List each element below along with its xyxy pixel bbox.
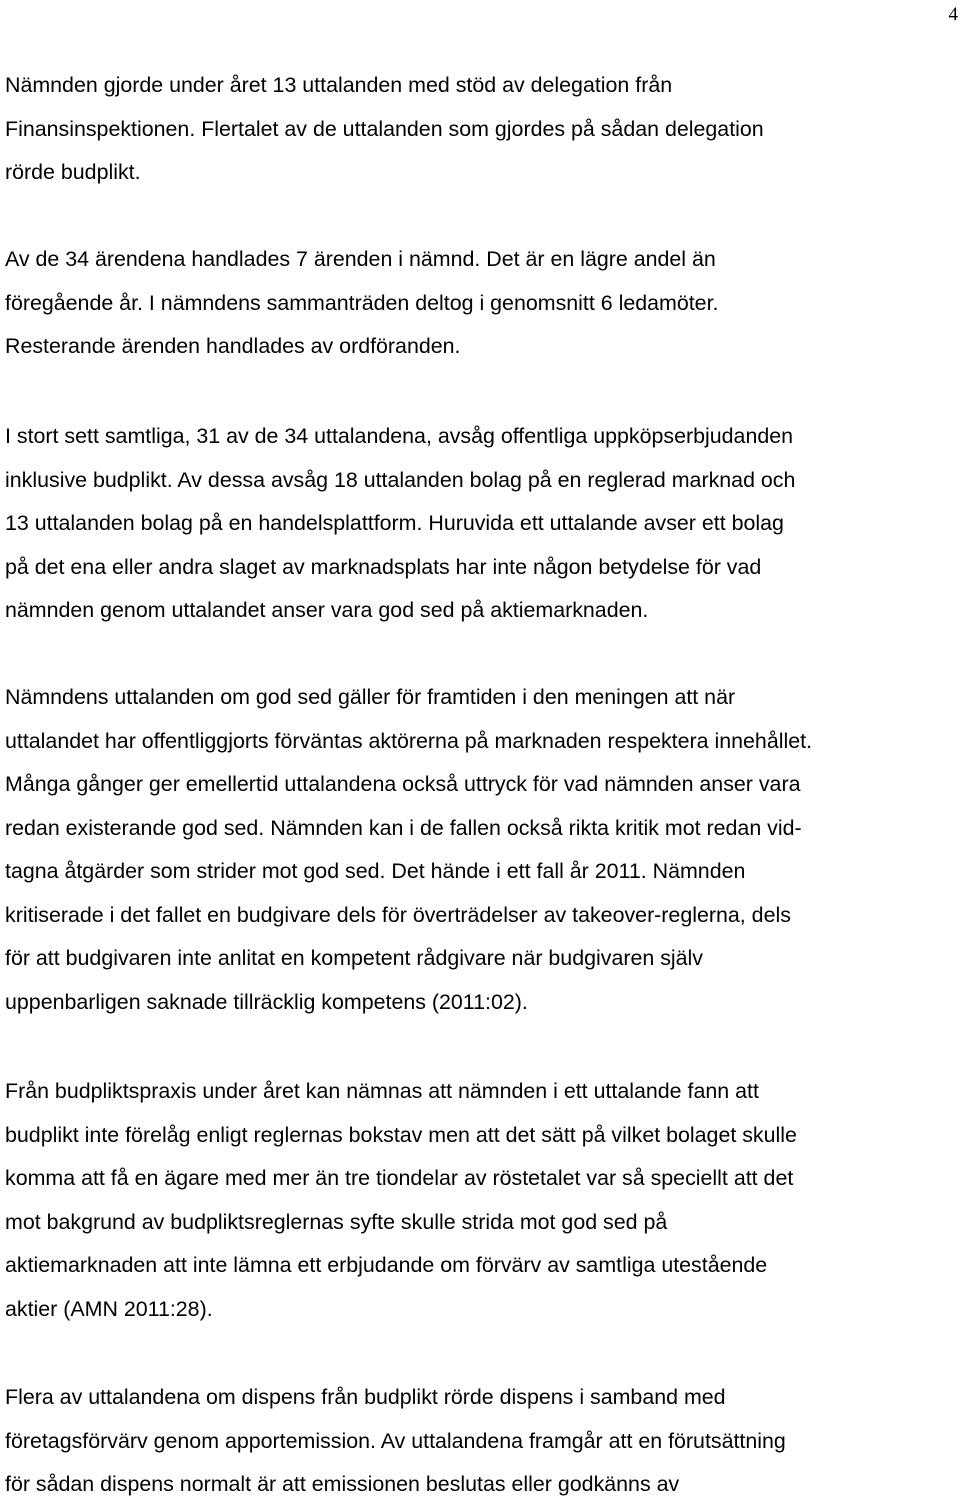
text-line: föregående år. I nämndens sammanträden deltog i genomsnitt 6 ledamöter. bbox=[5, 290, 719, 315]
text-line: komma att få en ägare med mer än tre tiondelar av röstetalet var så speciellt att det bbox=[5, 1166, 794, 1190]
paragraph-delegation bbox=[5, 64, 960, 195]
text-line: tagna åtgärder som strider mot god sed. Det hände i ett fall år 2011. Nämnden bbox=[5, 859, 746, 883]
text-line: uppenbarligen saknade tillräcklig kompetens (2011:02). bbox=[5, 989, 528, 1014]
text-line: Resterande ärenden handlades av ordföranden. bbox=[5, 334, 461, 358]
text-line: för sådan dispens normalt är att emissionen beslutas eller godkänns av bbox=[5, 1472, 680, 1496]
text-line: på det ena eller andra slaget av marknadsplats har inte någon betydelse för vad bbox=[5, 554, 762, 579]
text-line: 13 uttalanden bolag på en handelsplattform. Huruvida ett uttalande avser ett bolag bbox=[5, 511, 784, 535]
paragraph-cases-handled bbox=[5, 238, 960, 369]
text-line: kritiserade i det fallet en budgivare dels för överträdelser av takeover-reglerna, dels bbox=[5, 902, 791, 927]
text-line: mot bakgrund av budpliktsreglernas syfte skulle strida mot god sed på bbox=[5, 1209, 668, 1234]
text-line: aktier (AMN 2011:28). bbox=[5, 1296, 213, 1321]
text-line: rörde budplikt. bbox=[5, 160, 141, 184]
text-line: företagsförvärv genom apportemission. Av uttalandena framgår att en förutsättning bbox=[5, 1428, 786, 1453]
text-line: uttalandet har offentliggjorts förväntas aktörerna på marknaden respektera innehållet. bbox=[5, 728, 813, 753]
text-line: Av de 34 ärendena handlades 7 ärenden i nämnd. Det är en lägre andel än bbox=[5, 247, 716, 271]
text-line: redan existerande god sed. Nämnden kan i de fallen också rikta kritik mot redan vid- bbox=[5, 815, 802, 840]
text-line: för att budgivaren inte anlitat en kompetent rådgivare när budgivaren själv bbox=[5, 946, 703, 970]
text-line: Många gånger ger emellertid uttalandena också uttryck för vad nämnden anser vara bbox=[5, 772, 801, 796]
text-line: nämnden genom uttalandet anser vara god sed på aktiemarknaden. bbox=[5, 598, 649, 622]
text-line: Finansinspektionen. Flertalet av de uttalanden som gjordes på sådan delegation bbox=[5, 116, 764, 141]
page-number: 4 bbox=[948, 4, 958, 25]
text-line: Flera av uttalandena om dispens från budplikt rörde dispens i samband med bbox=[5, 1385, 726, 1409]
paragraph-good-practice bbox=[5, 676, 960, 1024]
text-line: Nämndens uttalanden om god sed gäller för framtiden i den meningen att när bbox=[5, 685, 736, 709]
paragraph-takeover-offers bbox=[5, 415, 960, 633]
text-line: Nämnden gjorde under året 13 uttalanden med stöd av delegation från bbox=[5, 73, 673, 97]
text-line: inklusive budplikt. Av dessa avsåg 18 uttalanden bolag på en reglerad marknad och bbox=[5, 467, 796, 492]
text-line: budplikt inte förelåg enligt reglernas bokstav men att det sätt på vilket bolaget skulle bbox=[5, 1122, 797, 1147]
text-line: Från budpliktspraxis under året kan nämnas att nämnden i ett uttalande fann att bbox=[5, 1079, 759, 1103]
text-line: I stort sett samtliga, 31 av de 34 uttalandena, avsåg offentliga uppköpserbjudanden bbox=[5, 424, 794, 448]
text-line: aktiemarknaden att inte lämna ett erbjudande om förvärv av samtliga utestående bbox=[5, 1253, 768, 1277]
paragraph-mandatory-bid-practice bbox=[5, 1070, 960, 1331]
paragraph-dispensation bbox=[5, 1376, 960, 1507]
